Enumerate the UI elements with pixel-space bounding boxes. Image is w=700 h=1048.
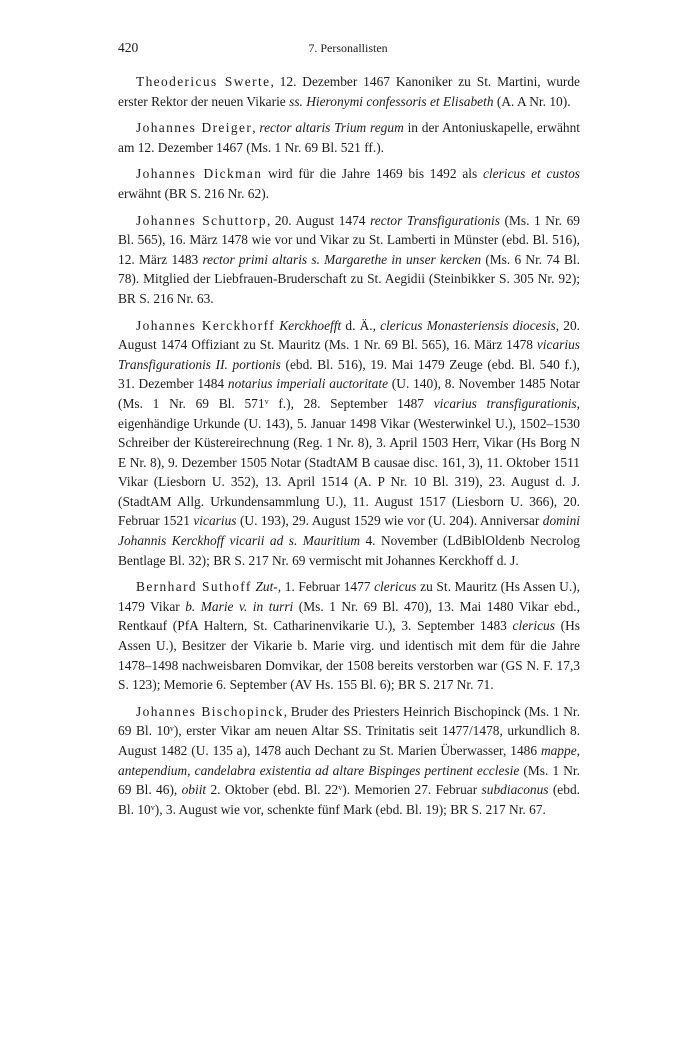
entry-list xyxy=(118,72,580,826)
person-name: Johannes Kerckhorff xyxy=(136,317,276,333)
latin-quote: vicarius transfigurationis xyxy=(433,395,577,411)
person-entry xyxy=(118,118,580,157)
entry-text: f.), 28. September 1487 xyxy=(268,395,434,411)
folio-superscript: v xyxy=(150,802,155,812)
entry-text: (ebd. Bl. 516), 19. Mai 1479 Zeuge (ebd. Bl. 540 f.), 31. Dezember 1484 xyxy=(118,356,580,392)
latin-quote: notarius imperiali auctoritate xyxy=(227,376,389,392)
folio-superscript: v xyxy=(169,724,174,734)
entry-text: , 12. Dezember 1467 Kanoniker zu St. Martini, wurde erster Rektor der neuen Vikarie xyxy=(118,74,581,109)
latin-quote: clericus et custos xyxy=(482,166,580,182)
entry-text: , 20. August 1474 Offiziant zu St. Mauritz (Ms. 1 Nr. 69 Bl. 565), 16. März 1478 xyxy=(118,317,581,353)
latin-quote: rector Transfigurationis xyxy=(370,212,500,228)
latin-quote: vicarius xyxy=(193,513,237,529)
entry-text: (Ms. 1 Nr. 69 Bl. 565), 16. März 1478 wie vor und Vikar zu St. Lamberti in Münster (ebd. Bl. 516), 12. März 1483 xyxy=(118,212,580,267)
latin-quote: Kerckhoefft xyxy=(279,317,342,333)
entry-text: ), 3. August wie vor, schenkte fünf Mark (ebd. Bl. 19); BR S. 217 Nr. 67. xyxy=(154,801,546,817)
entry-text: (U. 193), 29. August 1529 wie vor (U. 204). Anniversar xyxy=(236,513,543,529)
entry-text: in der Antoniuskapelle, erwähnt am 12. Dezember 1467 (Ms. 1 Nr. 69 Bl. 521 ff.). xyxy=(118,120,581,155)
latin-quote: rector primi altaris s. Margarethe in unser kercken xyxy=(202,251,482,267)
entry-text: d. Ä., xyxy=(341,317,381,333)
entry-text: 4. November (LdBiblOldenb Necrolog Bentlage Bl. 32); BR S. 217 Nr. 69 vermischt mit Johannes Kerckhoff d. J. xyxy=(118,533,580,568)
person-name: Johannes Schuttorp xyxy=(136,212,267,228)
entry-text: , xyxy=(252,120,260,136)
latin-quote: clericus xyxy=(512,618,555,634)
person-name: Bernhard Suthoff xyxy=(136,579,252,595)
entry-text: (A. A Nr. 10). xyxy=(493,93,571,109)
entry-text: wird für die Jahre 1469 bis 1492 als xyxy=(262,166,483,182)
latin-quote: mappe, antependium, candelabra existentia ad altare Bispinges pertinent ecclesie xyxy=(118,743,580,778)
person-name: Johannes Dreiger xyxy=(136,120,253,136)
latin-quote: subdiaconus xyxy=(481,782,549,798)
latin-quote: domini Johannis Kerckhoff vicarii ad s. Mauritium xyxy=(118,513,580,549)
entry-text: (Ms. 1 Nr. 69 Bl. 46), xyxy=(118,762,580,798)
latin-quote: rector altaris Trium regum xyxy=(259,120,404,136)
entry-text: zu St. Mauritz (Hs Assen U.), 1479 Vikar xyxy=(118,579,580,614)
entry-text: ). Memorien 27. Februar xyxy=(342,782,482,798)
folio-superscript: v xyxy=(338,783,343,793)
running-title: 7. Personallisten xyxy=(308,41,388,55)
entry-text: (Hs Assen U.), Besitzer der Vikarie b. Marie virg. und identisch mit dem für die Jahre 1478–1498 nachweisbaren Domvikar, der 1508 bereits verstorben war (GS N. F. 17,3 S. 123); Memorie 6. September (AV Hs. 155 Bl. 6); BR S. 217 Nr. 71. xyxy=(118,618,580,693)
latin-quote: Zut- xyxy=(255,579,278,595)
entry-text: , eigenhändige Urkunde (U. 143), 5. Januar 1498 Vikar (Westerwinkel U.), 1502–1530 Schreiber der Küstereirechnung (Reg. 1 Nr. 8), 3. April 1503 Herr, Vikar (Hs Borg N E Nr. 8), 9. Dezember 1505 Notar (StadtAM B causae disc. 161, 3), 11. Oktober 1511 Vikar (Liesborn U. 352), 13. April 1514 (A. P Nr. 10 Bl. 319), 23. August d. J. (StadtAM Allg. Urkundensammlung U.), 11. August 1517 (Liesborn U. 366), 20. Februar 1521 xyxy=(118,395,580,529)
page-header xyxy=(118,40,578,60)
latin-quote: obiit xyxy=(181,782,207,798)
entry-text: (Ms. 6 Nr. 74 Bl. 78). Mitglied der Liebfrauen-Bruderschaft zu St. Aegidii (Steinbikker S. 305 Nr. 92); BR S. 216 Nr. 63. xyxy=(118,251,580,306)
entry-text: , 1. Februar 1477 xyxy=(277,579,375,595)
entry-text: ), erster Vikar am neuen Altar SS. Trinitatis seit 1477/1478, urkundlich 8. August 1482 (U. 135 a), 1478 auch Dechant zu St. Marien Überwasser, 1486 xyxy=(118,723,580,758)
person-entry xyxy=(118,164,580,203)
person-entry xyxy=(118,577,580,695)
folio-superscript: v xyxy=(264,396,269,406)
entry-text: erwähnt (BR S. 216 Nr. 62). xyxy=(118,185,270,201)
entry-text: (Ms. 1 Nr. 69 Bl. 470), 13. Mai 1480 Vikar ebd., Rentkauf (PfA Haltern, St. Catharinenvikarie U.), 3. September 1483 xyxy=(118,598,580,634)
entry-text: 2. Oktober (ebd. Bl. 22 xyxy=(206,782,339,798)
person-entry xyxy=(118,316,580,571)
latin-quote: clericus Monasteriensis diocesis xyxy=(380,317,556,333)
entry-text: , Bruder des Priesters Heinrich Bischopinck (Ms. 1 Nr. 69 Bl. 10 xyxy=(118,703,580,739)
latin-quote: ss. Hieronymi confessoris et Elisabeth xyxy=(289,93,494,109)
page-number: 420 xyxy=(118,40,139,55)
entry-text: (U. 140), 8. November 1485 Notar (Ms. 1 Nr. 69 Bl. 571 xyxy=(118,376,580,411)
person-entry xyxy=(118,211,580,309)
entry-text: (ebd. Bl. 10 xyxy=(118,782,580,817)
latin-quote: vicarius Transfigurationis II. portionis xyxy=(118,337,580,372)
person-entry xyxy=(118,72,580,111)
person-name: Johannes Dickman xyxy=(136,166,263,182)
latin-quote: b. Marie v. in turri xyxy=(185,598,294,614)
person-name: Johannes Bischopinck xyxy=(136,703,284,719)
person-entry xyxy=(118,702,580,820)
latin-quote: clericus xyxy=(374,579,417,595)
person-name: Theodericus Swerte xyxy=(136,74,271,89)
entry-text: , 20. August 1474 xyxy=(266,212,371,228)
